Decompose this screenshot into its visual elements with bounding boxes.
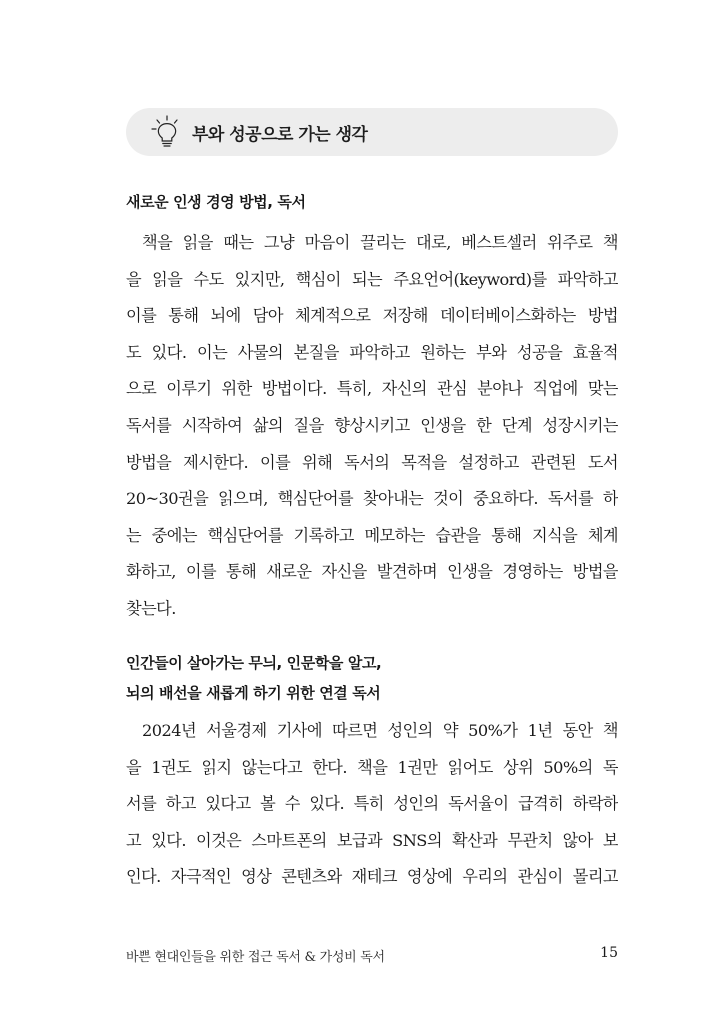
paragraph-line: 독서를 시작하여 삶의 질을 향상시키고 인생을 한 단계 성장시키는 (126, 415, 618, 435)
section-heading-line: 새로운 인생 경영 방법, 독서 (126, 193, 306, 211)
body-paragraph (126, 225, 618, 628)
page-number: 15 (600, 945, 618, 961)
banner-title: 부와 성공으로 가는 생각 (192, 125, 368, 145)
paragraph-line: 방법을 제시한다. 이를 위해 독서의 목적을 설정하고 관련된 도서 (126, 452, 618, 472)
footer-book-title: 바쁜 현대인들을 위한 접근 독서 & 가성비 독서 (126, 950, 385, 965)
paragraph-line: 으로 이루기 위한 방법이다. 특히, 자신의 관심 분야나 직업에 맞는 (126, 379, 618, 399)
paragraph-line: 찾는다. (126, 598, 176, 618)
paragraph-line: 책을 읽을 때는 그냥 마음이 끌리는 대로, 베스트셀러 위주로 책 (142, 233, 618, 252)
paragraph-line: 는 중에는 핵심단어를 기록하고 메모하는 습관을 통해 지식을 체계 (126, 525, 618, 545)
paragraph-line: 화하고, 이를 통해 새로운 자신을 발견하며 인생을 경영하는 방법을 (126, 562, 618, 582)
paragraph-line: 서를 하고 있다고 볼 수 있다. 특히 성인의 독서율이 급격히 하락하 (126, 794, 618, 814)
paragraph-line: 20~30권을 읽으며, 핵심단어를 찾아내는 것이 중요하다. 독서를 하 (126, 489, 618, 509)
paragraph-line: 고 있다. 이것은 스마트폰의 보급과 SNS의 확산과 무관치 않아 보 (126, 830, 618, 850)
paragraph-line: 을 1권도 읽지 않는다고 한다. 책을 1권만 읽어도 상위 50%의 독 (126, 757, 618, 777)
section-heading (126, 187, 306, 217)
section-heading-line: 인간들이 살아가는 무늬, 인문학을 알고, (126, 654, 382, 672)
section-heading-line: 뇌의 배선을 새롭게 하기 위한 연결 독서 (126, 684, 381, 702)
paragraph-line: 을 읽을 수도 있지만, 핵심이 되는 주요언어(keyword)를 파악하고 (126, 269, 618, 289)
body-paragraph (126, 713, 618, 896)
section-heading (126, 648, 381, 708)
paragraph-line: 인다. 자극적인 영상 콘텐츠와 재테크 영상에 우리의 관심이 몰리고 (126, 867, 618, 887)
chapter-banner (126, 108, 618, 156)
paragraph-line: 도 있다. 이는 사물의 본질을 파악하고 원하는 부와 성공을 효율적 (126, 342, 618, 362)
lightbulb-icon (150, 114, 184, 150)
paragraph-line: 2024년 서울경제 기사에 따르면 성인의 약 50%가 1년 동안 책 (142, 721, 618, 740)
paragraph-line: 이를 통해 뇌에 담아 체계적으로 저장해 데이터베이스화하는 방법 (126, 306, 618, 326)
